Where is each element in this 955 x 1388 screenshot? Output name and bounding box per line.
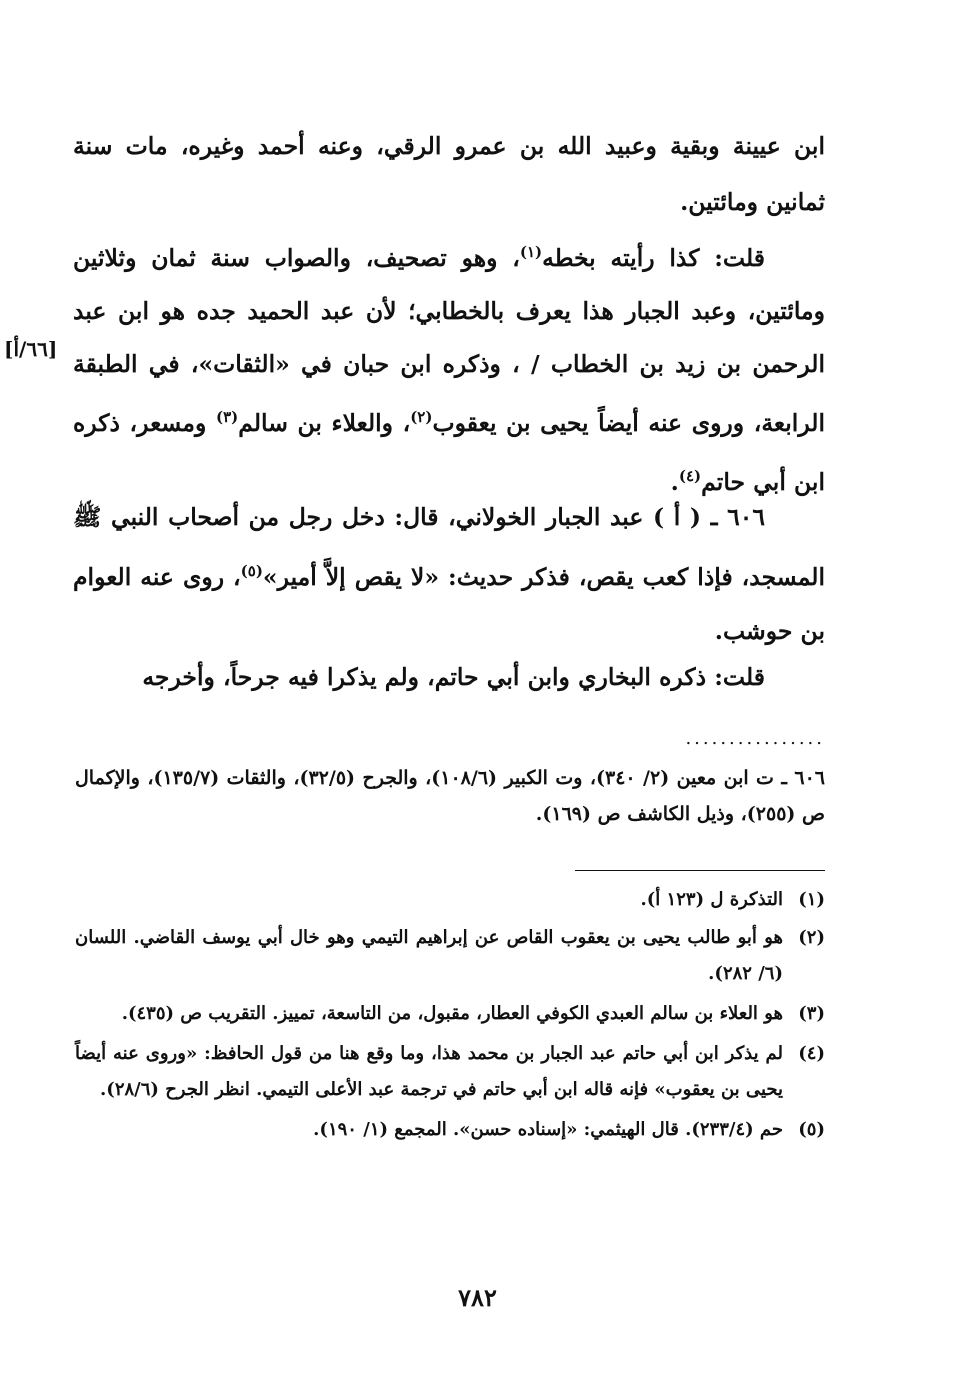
paragraph-biography-end — [73, 118, 825, 230]
footnote-item — [75, 1112, 825, 1148]
footnote-item — [75, 1036, 825, 1108]
manuscript-folio-marker: [٦٦/أ] — [4, 337, 58, 361]
footnote-item — [75, 882, 825, 918]
footnote-number: (٣) — [798, 1003, 825, 1024]
footnote-item — [75, 996, 825, 1032]
footnote-text: التذكرة ل (١٢٣ أ). — [640, 889, 783, 910]
dotted-separator: ................ — [685, 728, 825, 749]
paragraph-text: قلت: كذا رأيته بخطه — [542, 243, 765, 272]
paragraph-note-2 — [73, 652, 825, 702]
page-number: ٧٨٢ — [458, 1283, 497, 1312]
paragraph-text: ، وهو تصحيف، والصواب سنة ثمان وثلاثين ومائتين، وعبد الجبار هذا يعرف بالخطابي؛ لأن عبد الحميد جده هو ابن عبد الرحمن بن زيد بن الخطاب / ، وذكره ابن حبان في «الثقات»، في الطبقة الرابعة، وروى عنه أيضاً يحيى بن يعقوب — [73, 243, 825, 437]
footnote-divider — [575, 870, 825, 871]
footnote-number: (٥) — [798, 1119, 825, 1140]
footnote-number: (٤) — [798, 1043, 825, 1064]
footnote-ref[interactable]: (٥) — [240, 562, 263, 580]
footnote-number: (١) — [798, 889, 825, 910]
paragraph-text: قلت: ذكره البخاري وابن أبي حاتم، ولم يذكرا فيه جرحاً، وأخرجه — [142, 663, 765, 691]
paragraph-text: ابن عيينة وبقية وعبيد الله بن عمرو الرقي، وعنه أحمد وغيره، مات سنة ثمانين ومائتين. — [73, 132, 825, 216]
footnote-ref[interactable]: (١) — [519, 243, 543, 261]
sources-line: ٦٠٦ ـ ت ابن معين (٢/ ٣٤٠)، وت الكبير (١٠٨/٦)، والجرح (٣٢/٥)، والثقات (١٣٥/٧)، والإكمال ص (٢٥٥)، وذيل الكاشف ص (١٦٩). — [75, 767, 825, 825]
paragraph-text: ، والعلاء بن سالم — [238, 408, 411, 437]
paragraph-text: ، روى عنه العوام بن حوشب. — [73, 562, 825, 645]
footnote-ref[interactable]: (٣) — [215, 407, 239, 426]
footnote-item — [75, 920, 825, 992]
paragraph-text: ومسعر، ذكره ابن أبي حاتم — [73, 408, 825, 496]
entry-606 — [73, 490, 825, 658]
footnote-number: (٢) — [798, 927, 825, 948]
footnote-text: حم (٢٣٣/٤). قال الهيثمي: «إسناده حسن». المجمع (١/ ١٩٠). — [313, 1119, 783, 1140]
paragraph-text: . — [670, 467, 679, 496]
footnote-text: لم يذكر ابن أبي حاتم عبد الجبار بن محمد هذا، وما وقع هنا من قول الحافظ: «وروى عنه أيضاً يحيى بن يعقوب» فإنه قاله ابن أبي حاتم في ترجمة عبد الأعلى التيمي. انظر الجرح (٢٨/٦). — [75, 1043, 783, 1100]
paragraph-note — [73, 226, 825, 508]
footnote-ref[interactable]: (٤) — [678, 466, 702, 485]
paragraph-text: ٦٠٦ ـ ( أ ) عبد الجبار الخولاني، قال: دخل رجل من أصحاب النبي ﷺ المسجد، فإذا كعب يقص، فذكر حديث: «لا يقص إلاَّ أمير» — [73, 503, 825, 591]
footnote-ref[interactable]: (٢) — [410, 407, 433, 426]
footnote-text: هو أبو طالب يحيى بن يعقوب القاص عن إبراهيم التيمي وهو خال أبي يوسف القاضي. اللسان (٦/ ٢٨٢). — [75, 927, 783, 984]
footnote-text: هو العلاء بن سالم العبدي الكوفي العطار، مقبول، من التاسعة، تمييز. التقريب ص (٤٣٥). — [121, 1003, 783, 1024]
footnotes-list — [75, 882, 825, 1148]
